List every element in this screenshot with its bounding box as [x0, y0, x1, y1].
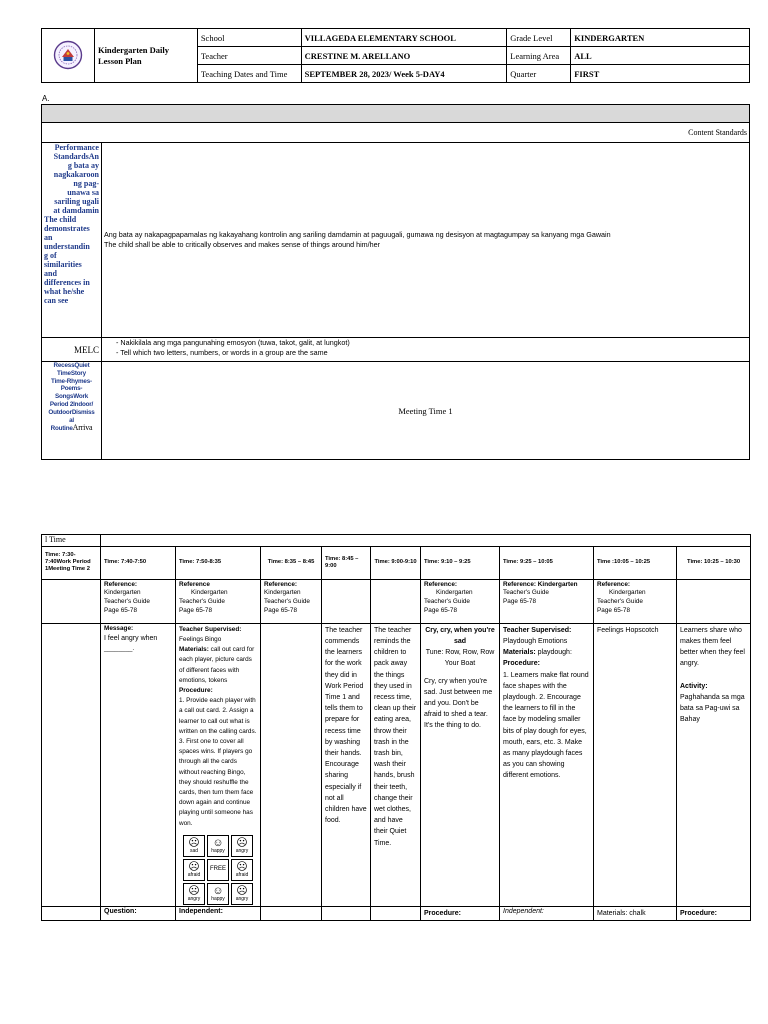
- procedure-label: Procedure:: [421, 906, 500, 920]
- reference-cell: Reference: Kindergarten Teacher's Guide Page 65-78: [594, 579, 677, 623]
- melc-item: - Tell which two letters, numbers, or words in a group are the same: [115, 348, 328, 357]
- song-lyrics: Cry, cry when you're sad. Just between me and you. Don't be afraid to shed a tear. It's the thing to do.: [424, 677, 493, 730]
- message-title: Message:: [104, 624, 134, 632]
- deped-seal-icon: [53, 40, 83, 70]
- standard-text-1: Ang bata ay nakapagpapamalas ng kakayahang kontrolin ang sariling damdamin at paguugali, gumawa ng desisyon at magtagumpay sa kanyang mga Gawain: [103, 230, 611, 239]
- face-icon: ☹: [188, 884, 200, 897]
- recess-line: RecessQuiet: [53, 362, 90, 369]
- school-label: School: [197, 29, 301, 47]
- standard-text-2: The child shall be able to critically observes and makes sense of things around him/her: [103, 240, 381, 249]
- bingo-card-cell: ☺ happy: [207, 835, 229, 857]
- bottom-empty: [322, 906, 371, 920]
- perf-line: StandardsAn: [53, 152, 99, 161]
- independent-label: Independent:: [176, 906, 261, 920]
- standards-text-cell: [101, 143, 749, 338]
- face-icon: ☹: [188, 836, 200, 849]
- time-header: Time: 8:35 – 8:45: [261, 546, 322, 579]
- bingo-card-cell: ☹ sad: [183, 835, 205, 857]
- closing-cell: [677, 623, 751, 906]
- recess-routine-cell: [42, 362, 102, 460]
- ref-empty: [371, 579, 421, 623]
- time-header: Time: 7:40-7:50: [101, 546, 176, 579]
- recess-line: Poems-: [60, 385, 83, 393]
- song-title: Cry, cry, when you're sad: [425, 626, 495, 645]
- message-blank: ________.: [104, 644, 135, 652]
- grade-level-value: KINDERGARTEN: [571, 29, 750, 47]
- face-icon: ☹: [236, 884, 248, 897]
- child-demonstrates-line: g of: [44, 251, 57, 260]
- bingo-card-cell: ☹ afraid: [231, 859, 253, 881]
- time-header: Time :10:05 – 10:25: [594, 546, 677, 579]
- time-header: Time: 9:25 – 10:05: [500, 546, 594, 579]
- playdough-supervised-title: Teacher Supervised:: [503, 626, 572, 634]
- lesson-plan-title: Kindergarten Daily Lesson Plan: [94, 29, 197, 83]
- song-cell: [421, 623, 500, 906]
- teacher-value: CRESTINE M. ARELLANO: [301, 47, 507, 65]
- child-demonstrates-line: similarities: [44, 260, 82, 269]
- content-standards-table: [41, 104, 750, 460]
- child-demonstrates-line: understandin: [44, 242, 90, 251]
- deped-seal-cell: [42, 29, 95, 83]
- perf-line: at damdamin: [53, 206, 99, 215]
- i-time-row: [101, 535, 751, 547]
- reference-cell: Reference Kindergarten Teacher's Guide Page 65-78: [176, 579, 261, 623]
- ref-empty: [322, 579, 371, 623]
- gray-header-bar: [42, 105, 750, 123]
- quiet-time-cell: The teacher reminds the children to pack away the things they used in recess time, clean up their eating area, throw their trash in the trash bin, wash their hands, brush their teeth, change their wet clothes, and have their Quiet Time.: [371, 623, 421, 906]
- procedure-label: Procedure:: [677, 906, 751, 920]
- recess-prep-cell: The teacher commends the learners for the work they did in Work Period Time 1 and tells them to prepare for recess time by washing their hands. Encourage sharing especially if not all children have food.: [322, 623, 371, 906]
- closing-activity-label: Activity:: [680, 682, 708, 690]
- activity-empty: [261, 623, 322, 906]
- teacher-label: Teacher: [197, 47, 301, 65]
- bingo-card-image: [183, 835, 255, 905]
- bottom-empty: [371, 906, 421, 920]
- closing-text: Learners share who makes them feel better when they feel angry.: [680, 626, 745, 668]
- section-a-label: A.: [42, 94, 50, 103]
- school-value: VILLAGEDA ELEMENTARY SCHOOL: [301, 29, 507, 47]
- grade-level-label: Grade Level: [507, 29, 571, 47]
- bottom-empty: [42, 906, 101, 920]
- face-icon: ☹: [188, 860, 200, 873]
- melc-item: - Nakikilala ang mga pangunahing emosyon (tuwa, takot, galit, at lungkot): [115, 338, 350, 347]
- teaching-dates-label: Teaching Dates and Time: [197, 65, 301, 83]
- time-header: Time: 9:00-9:10: [371, 546, 421, 579]
- feelings-bingo-cell: [176, 623, 261, 906]
- bingo-supervised-title: Teacher Supervised:: [179, 625, 242, 633]
- recess-line: OutdoorDismiss: [48, 408, 95, 416]
- time-header: Time: 10:25 – 10:30: [677, 546, 751, 579]
- bingo-procedure-label: Procedure:: [179, 686, 213, 694]
- recess-line: Time-Rhymes-: [51, 377, 92, 385]
- i-time-label: l Time: [42, 535, 101, 547]
- recess-line: al: [69, 416, 74, 424]
- time-header: Time: 9:10 – 9:25: [421, 546, 500, 579]
- perf-line: nagkakaroon: [53, 170, 99, 179]
- bingo-materials: call out card for each player, picture cards of different faces with emotions, tokens: [179, 646, 255, 684]
- child-demonstrates-line: and: [44, 269, 57, 278]
- perf-line: unawa sa: [67, 188, 99, 197]
- schedule-table: [41, 534, 751, 921]
- child-demonstrates-line: differences in: [44, 278, 90, 287]
- learning-area-value: ALL: [571, 47, 750, 65]
- message-text: I feel angry when: [104, 635, 158, 643]
- time-header: Time: 8:45 – 9:00: [322, 546, 371, 579]
- child-demonstrates-line: demonstrates: [44, 224, 90, 233]
- message-cell: [101, 623, 176, 906]
- face-icon: ☹: [236, 860, 248, 873]
- perf-line: Performance: [54, 143, 99, 152]
- bingo-card-cell: ☹ angry: [231, 883, 253, 905]
- routine-text: Routine: [50, 425, 73, 433]
- bingo-card-cell: ☹ angry: [231, 835, 253, 857]
- playdough-materials-label: Materials:: [503, 649, 536, 657]
- playdough-cell: [500, 623, 594, 906]
- recess-line: SongsWork: [54, 393, 89, 401]
- child-demonstrates-line: an: [44, 233, 53, 242]
- time-header: Time: 7:30-7:40Work Period 1Meeting Time 2: [42, 546, 101, 579]
- melc-list: [101, 338, 749, 362]
- bingo-card-cell: ☺ happy: [207, 883, 229, 905]
- content-standards-title: Content Standards: [42, 123, 750, 143]
- time-header: Time: 7:50-8:35: [176, 546, 261, 579]
- perf-line: sariling ugali: [54, 197, 99, 206]
- playdough-subtitle: Playdough Emotions: [503, 637, 568, 645]
- arrival-text: Arriva: [72, 423, 93, 433]
- bingo-subtitle: Feelings Bingo: [179, 635, 222, 643]
- independent-label: Independent:: [500, 906, 594, 920]
- child-demonstrates-line: can see: [44, 296, 69, 305]
- header-table: [41, 28, 750, 83]
- bingo-card-cell: ☹ angry: [183, 883, 205, 905]
- bottom-empty: [261, 906, 322, 920]
- materials-chalk: Materials: chalk: [594, 906, 677, 920]
- closing-activity-text: Paghahanda sa mga bata sa Pag-uwi sa Bahay: [680, 693, 745, 724]
- learning-area-label: Learning Area: [507, 47, 571, 65]
- activity-empty: [42, 623, 101, 906]
- playdough-steps: 1. Learners make flat round face shapes with the playdough. 2. Encourage the learners to fill in the face by modeling smaller bits of play dough for eyes, mouth, ears, etc. 3. Make as many playdough faces as you can showing different emotions.: [503, 671, 589, 780]
- hopscotch-cell: Feelings Hopscotch: [594, 623, 677, 906]
- recess-line: TimeStory: [57, 369, 86, 377]
- child-demonstrates-line: what he/she: [44, 287, 85, 296]
- face-icon: ☹: [236, 836, 248, 849]
- quarter-label: Quarter: [507, 65, 571, 83]
- teaching-dates-value: SEPTEMBER 28, 2023/ Week 5-DAY4: [301, 65, 507, 83]
- bingo-steps: 1. Provide each player with a call out card. 2. Assign a learner to call out what is written on the calling cards. 3. First one to cover all spaces wins. If players go through all the cards without reaching Bingo, they should reshuffle the cards, then turn them face down again and continue playing until someone has won.: [179, 697, 257, 827]
- performance-standards-cell: [42, 143, 102, 338]
- reference-cell: Reference: Kindergarten Teacher's Guide Page 65-78: [101, 579, 176, 623]
- reference-cell: Reference: Kindergarten Teacher's Guide Page 65-78: [500, 579, 594, 623]
- question-label: Question:: [101, 906, 176, 920]
- playdough-procedure-label: Procedure:: [503, 660, 540, 668]
- song-tune: Tune: Row, Row, Row Your Boat: [425, 649, 495, 668]
- face-icon: ☺: [212, 836, 224, 849]
- perf-line: ng pag-: [73, 179, 99, 188]
- meeting-time-1: Meeting Time 1: [101, 362, 749, 460]
- recess-line: Period 2Indoor/: [49, 400, 94, 408]
- melc-label: MELC: [42, 338, 102, 362]
- bingo-materials-label: Materials:: [179, 646, 209, 654]
- quarter-value: FIRST: [571, 65, 750, 83]
- reference-cell: Reference: Kindergarten Teacher's Guide Page 65-78: [421, 579, 500, 623]
- bingo-free-cell: FREE: [207, 859, 229, 881]
- face-icon: ☺: [212, 884, 224, 897]
- bingo-card-cell: ☹ afraid: [183, 859, 205, 881]
- perf-line: g bata ay: [67, 161, 99, 170]
- reference-cell: Reference: Kindergarten Teacher's Guide Page 65-78: [261, 579, 322, 623]
- child-demonstrates-line: The child: [44, 215, 77, 224]
- ref-empty: [677, 579, 751, 623]
- playdough-materials: playdough:: [535, 649, 572, 657]
- ref-empty: [42, 579, 101, 623]
